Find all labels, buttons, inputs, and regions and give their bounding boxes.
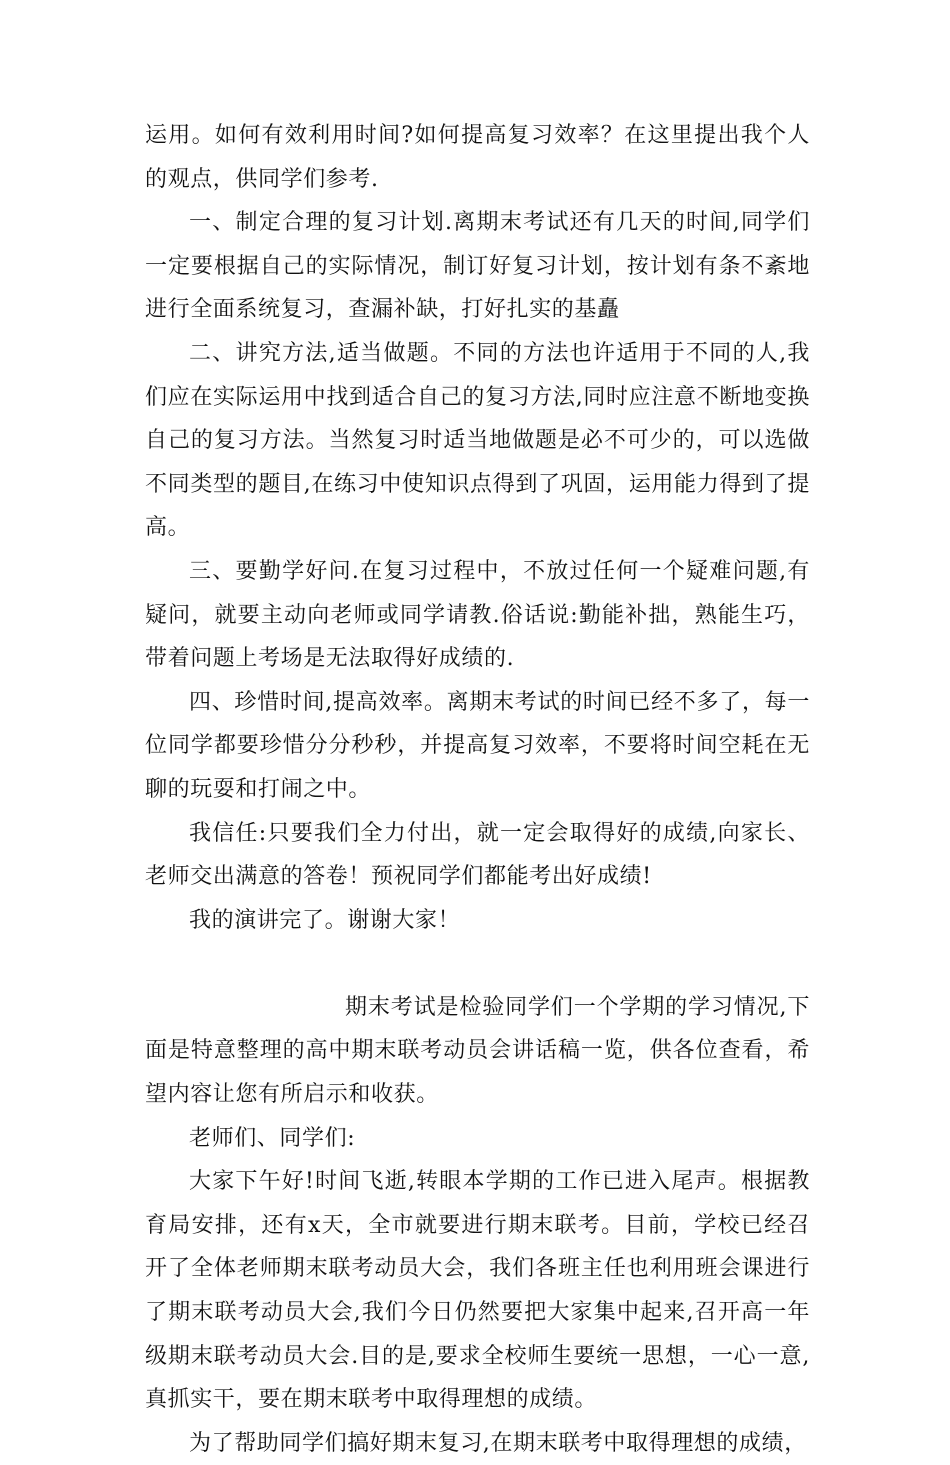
paragraph-belief: 我信任:只要我们全力付出，就一定会取得好的成绩,向家长、老师交出满意的答卷！预祝同学们都能考出好成绩!: [145, 820, 810, 890]
document-body: [145, 114, 810, 1465]
paragraph-continuation: 运用。如何有效利用时间?如何提高复习效率？在这里提出我个人的观点，供同学们参考.: [145, 123, 810, 192]
paragraph-point-2: 二、讲究方法,适当做题。不同的方法也许适用于不同的人,我们应在实际运用中找到适合自己的复习方法,同时应注意不断地变换自己的复习方法。当然复习时适当地做题是必不可少的，可以选做不同类型的题目,在练习中使知识点得到了巩固，运用能力得到了提高。: [145, 340, 810, 541]
paragraph-point-3: 三、要勤学好问.在复习过程中，不放过任何一个疑难问题,有疑问，就要主动向老师或同学请教.俗话说:勤能补拙，熟能生巧，带着问题上考场是无法取得好成绩的.: [145, 558, 810, 672]
paragraph-point-4: 四、珍惜时间,提高效率。离期末考试的时间已经不多了，每一位同学都要珍惜分分秒秒，并提高复习效率，不要将时间空耗在无聊的玩耍和打闹之中。: [145, 689, 810, 802]
paragraph-intro: 期末考试是检验同学们一个学期的学习情况,下面是特意整理的高中期末联考动员会讲话稿一览，供各位查看，希望内容让您有所启示和收获。: [145, 994, 810, 1108]
paragraph-closing: 我的演讲完了。谢谢大家！: [189, 907, 461, 933]
paragraph-greeting: 大家下午好!时间飞逝,转眼本学期的工作已进入尾声。根据教育局安排，还有x天，全市就要进行期末联考。目前，学校已经召开了全体老师期末联考动员大会，我们各班主任也利用班会课进行了期末联考动员大会,我们今日仍然要把大家集中起来,召开高一年级期末联考动员大会.目的是,要求全校师生要统一思想，一心一意,真抓实干，要在期末联考中取得理想的成绩。: [145, 1169, 810, 1413]
section-gap: [145, 942, 810, 986]
paragraph-salutation: 老师们、同学们:: [189, 1125, 356, 1151]
paragraph-point-1: 一、制定合理的复习计划.离期末考试还有几天的时间,同学们一定要根据自己的实际情况，制订好复习计划，按计划有条不紊地进行全面系统复习，查漏补缺，打好扎实的基矗: [145, 210, 810, 323]
paragraph-help: 为了帮助同学们搞好期末复习,在期末联考中取得理想的成绩，: [189, 1430, 807, 1456]
